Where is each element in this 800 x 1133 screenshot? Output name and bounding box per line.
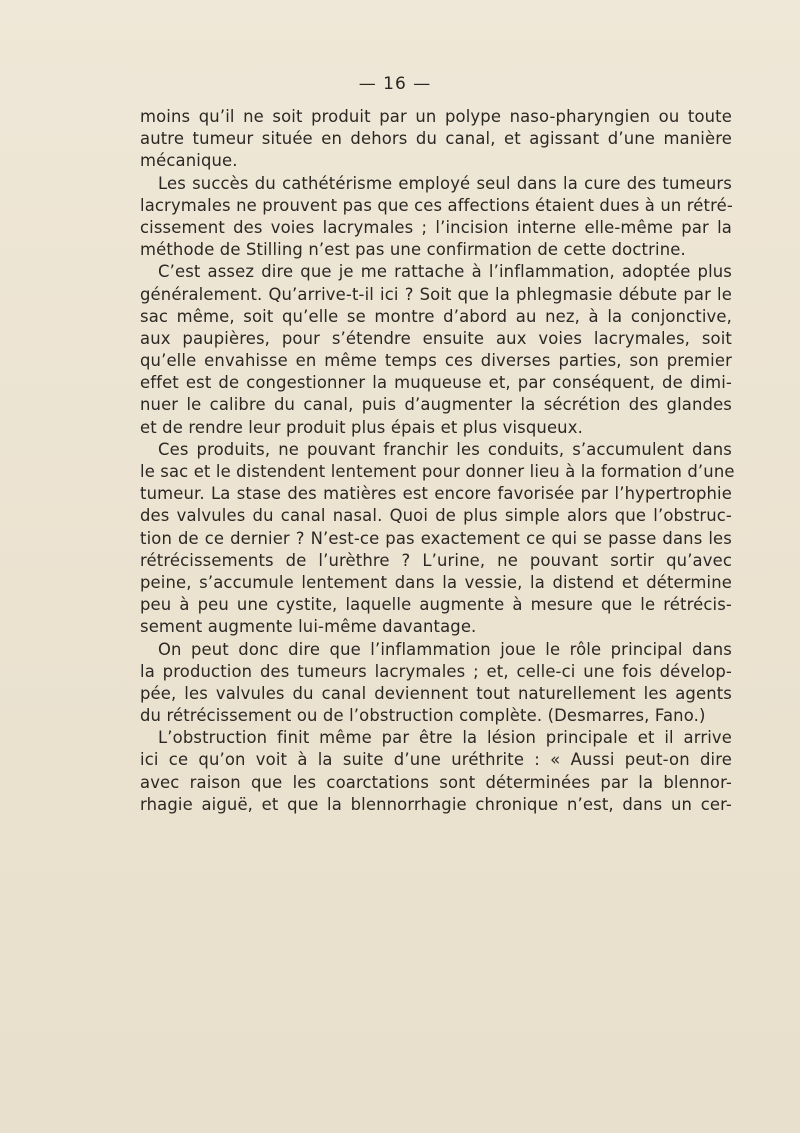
text-line: moins qu’il ne soit produit par un polype naso-pharyngien ou toute bbox=[140, 107, 732, 126]
text-line: et de rendre leur produit plus épais et plus visqueux. bbox=[140, 417, 583, 437]
text-line: la production des tumeurs lacrymales ; et, celle-ci une fois dévelop- bbox=[140, 661, 732, 681]
text-line: Les succès du cathétérisme employé seul dans la cure des tumeurs bbox=[158, 173, 732, 193]
text-line: On peut donc dire que l’inflammation joue le rôle principal dans bbox=[158, 639, 732, 659]
text-line: aux paupières, pour s’étendre ensuite aux voies lacrymales, soit bbox=[140, 328, 732, 348]
text-line: cissement des voies lacrymales ; l’incision interne elle-même par la bbox=[140, 217, 732, 237]
text-line: rétrécissements de l’urèthre ? L’urine, ne pouvant sortir qu’avec bbox=[140, 550, 732, 570]
text-line: pée, les valvules du canal deviennent tout naturellement les agents bbox=[140, 683, 732, 703]
text-line: avec raison que les coarctations sont déterminées par la blennor- bbox=[140, 772, 732, 792]
text-line: ici ce qu’on voit à la suite d’une uréthrite : « Aussi peut-on dire bbox=[140, 750, 732, 770]
body-text bbox=[140, 106, 735, 816]
text-line: L’obstruction finit même par être la lésion principale et il arrive bbox=[158, 728, 732, 748]
text-line: rhagie aiguë, et que la blennorrhagie chronique n’est, dans un cer- bbox=[140, 794, 732, 814]
text-line: mécanique. bbox=[140, 151, 238, 171]
text-line: le sac et le distendent lentement pour donner lieu à la formation d’une bbox=[140, 462, 735, 481]
text-line: nuer le calibre du canal, puis d’augmenter la sécrétion des glandes bbox=[140, 395, 732, 415]
text-line: peu à peu une cystite, laquelle augmente à mesure que le rétrécis- bbox=[140, 595, 732, 615]
text-line: des valvules du canal nasal. Quoi de plus simple alors que l’obstruc- bbox=[140, 506, 732, 526]
text-line: qu’elle envahisse en même temps ces diverses parties, son premier bbox=[140, 351, 732, 371]
text-line: méthode de Stilling n’est pas une confirmation de cette doctrine. bbox=[140, 240, 686, 260]
text-line: sement augmente lui-même davantage. bbox=[140, 617, 477, 637]
text-line: sac même, soit qu’elle se montre d’abord au nez, à la conjonctive, bbox=[140, 306, 732, 326]
page-number: — 16 — bbox=[358, 74, 432, 94]
text-line: autre tumeur située en dehors du canal, et agissant d’une manière bbox=[140, 129, 732, 149]
text-line: C’est assez dire que je me rattache à l’inflammation, adoptée plus bbox=[158, 262, 732, 282]
text-line: effet est de congestionner la muqueuse et, par conséquent, de dimi- bbox=[140, 373, 732, 393]
text-line: du rétrécissement ou de l’obstruction complète. (Desmarres, Fano.) bbox=[140, 706, 706, 726]
text-line: lacrymales ne prouvent pas que ces affections étaient dues à un rétré- bbox=[140, 195, 733, 215]
text-line: généralement. Qu’arrive-t-il ici ? Soit que la phlegmasie débute par le bbox=[140, 284, 732, 304]
text-line: tumeur. La stase des matières est encore favorisée par l’hypertrophie bbox=[140, 484, 732, 504]
text-line: Ces produits, ne pouvant franchir les conduits, s’accumulent dans bbox=[158, 439, 732, 459]
text-line: peine, s’accumule lentement dans la vessie, la distend et détermine bbox=[140, 572, 732, 592]
text-line: tion de ce dernier ? N’est-ce pas exactement ce qui se passe dans les bbox=[140, 528, 732, 548]
